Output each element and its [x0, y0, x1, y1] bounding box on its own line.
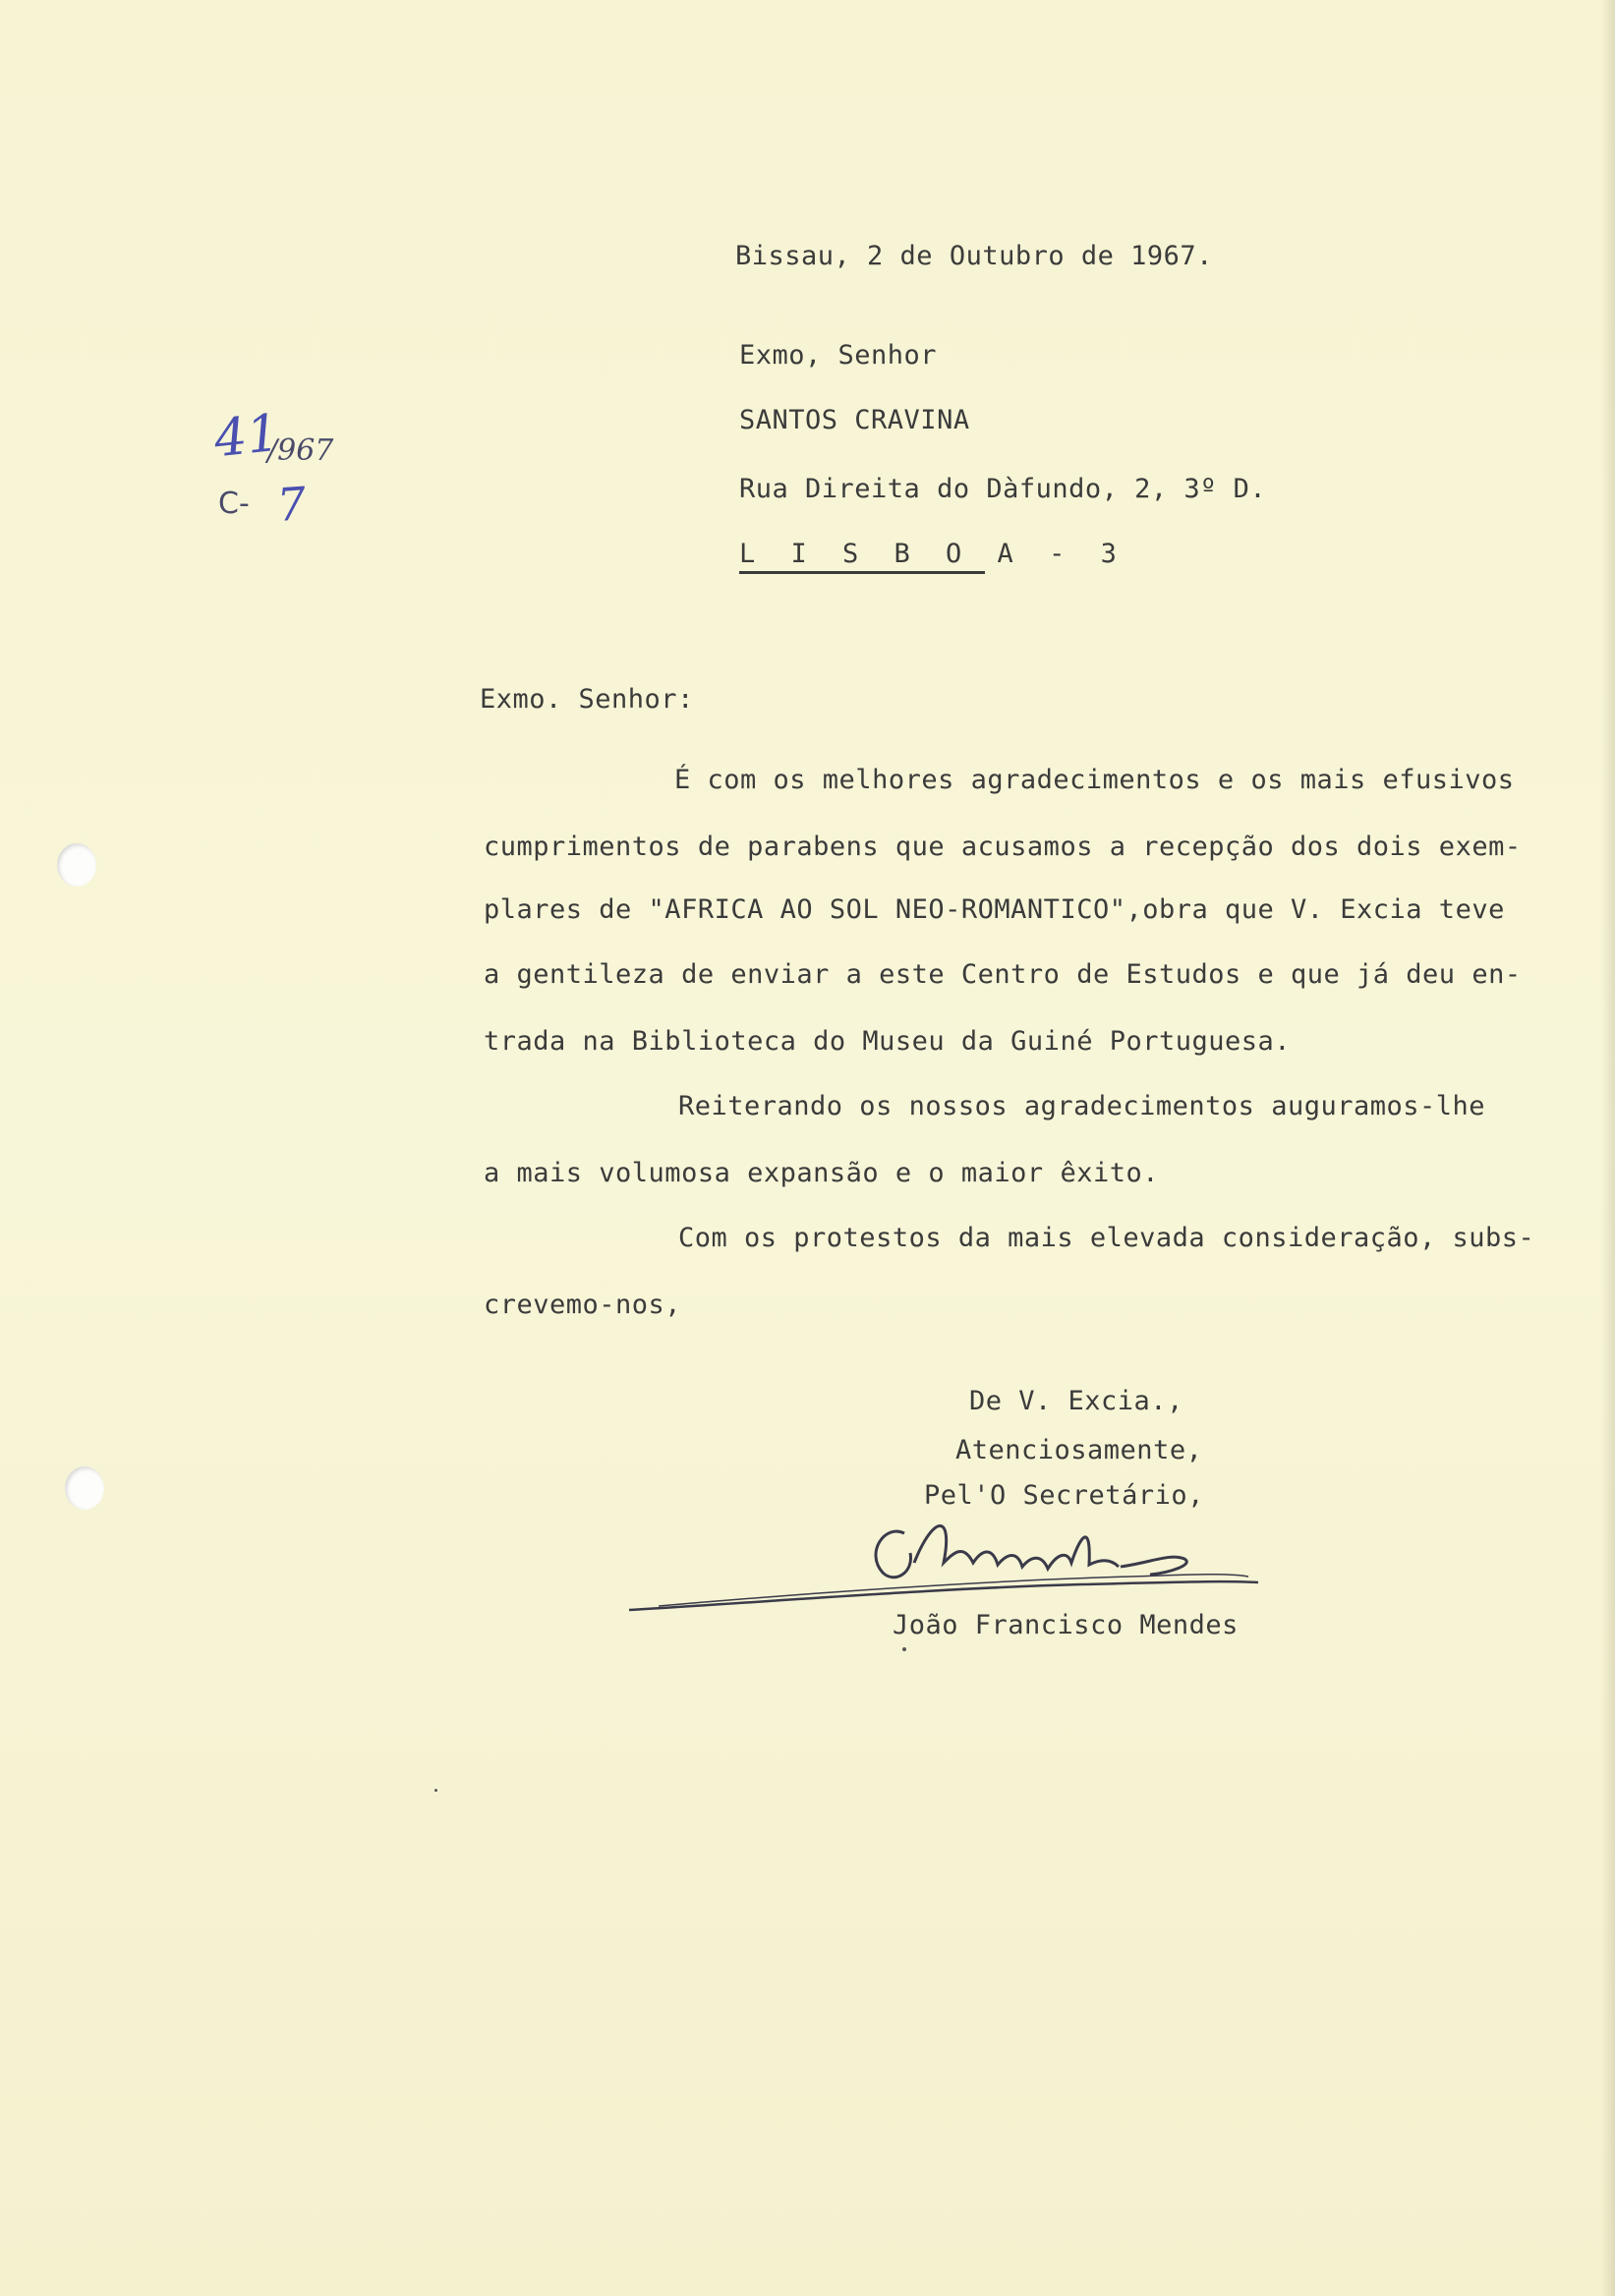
paper-speck — [902, 1647, 906, 1651]
file-ref-number: 41 — [211, 403, 283, 470]
closing-line-3: Pel'O Secretário, — [924, 1480, 1204, 1511]
recipient-city: L I S B O A - 3 — [739, 539, 1126, 569]
body-line-9: crevemo-nos, — [484, 1290, 682, 1320]
punch-hole-top — [57, 843, 96, 887]
body-line-2: cumprimentos de parabens que acusamos a recepção dos dois exem- — [484, 832, 1522, 862]
body-line-4: a gentileza de enviar a este Centro de Estudos e que já deu en- — [484, 959, 1522, 990]
signatory-name: João Francisco Mendes — [893, 1610, 1239, 1640]
punch-hole-bottom — [65, 1466, 104, 1510]
body-line-5: trada na Biblioteca do Museu da Guiné Portuguesa. — [484, 1026, 1292, 1057]
closing-line-2: Atenciosamente, — [955, 1435, 1203, 1465]
greeting: Exmo. Senhor: — [480, 684, 694, 715]
body-line-1: É com os melhores agradecimentos e os mais efusivos — [674, 765, 1515, 795]
paper-speck — [434, 1789, 437, 1792]
recipient-street: Rua Direita do Dàfundo, 2, 3º D. — [739, 474, 1267, 504]
file-ref-prefix: C- — [218, 487, 250, 521]
closing-line-1: De V. Excia., — [969, 1386, 1183, 1416]
file-ref-code: 7 — [275, 477, 309, 532]
recipient-name: SANTOS CRAVINA — [739, 405, 970, 435]
page-edge-shadow — [1601, 0, 1615, 2296]
body-line-6: Reiterando os nossos agradecimentos auguramos-lhe — [678, 1091, 1486, 1121]
city-underline — [739, 571, 985, 574]
body-line-7: a mais volumosa expansão e o maior êxito. — [484, 1158, 1159, 1188]
file-ref-year: /967 — [267, 433, 334, 468]
body-line-3: plares de "AFRICA AO SOL NEO-ROMANTICO",obra que V. Excia teve — [484, 894, 1505, 925]
body-line-8: Com os protestos da mais elevada consideração, subs- — [678, 1223, 1535, 1253]
date-line: Bissau, 2 de Outubro de 1967. — [735, 241, 1213, 271]
recipient-salutation: Exmo, Senhor — [739, 340, 938, 371]
